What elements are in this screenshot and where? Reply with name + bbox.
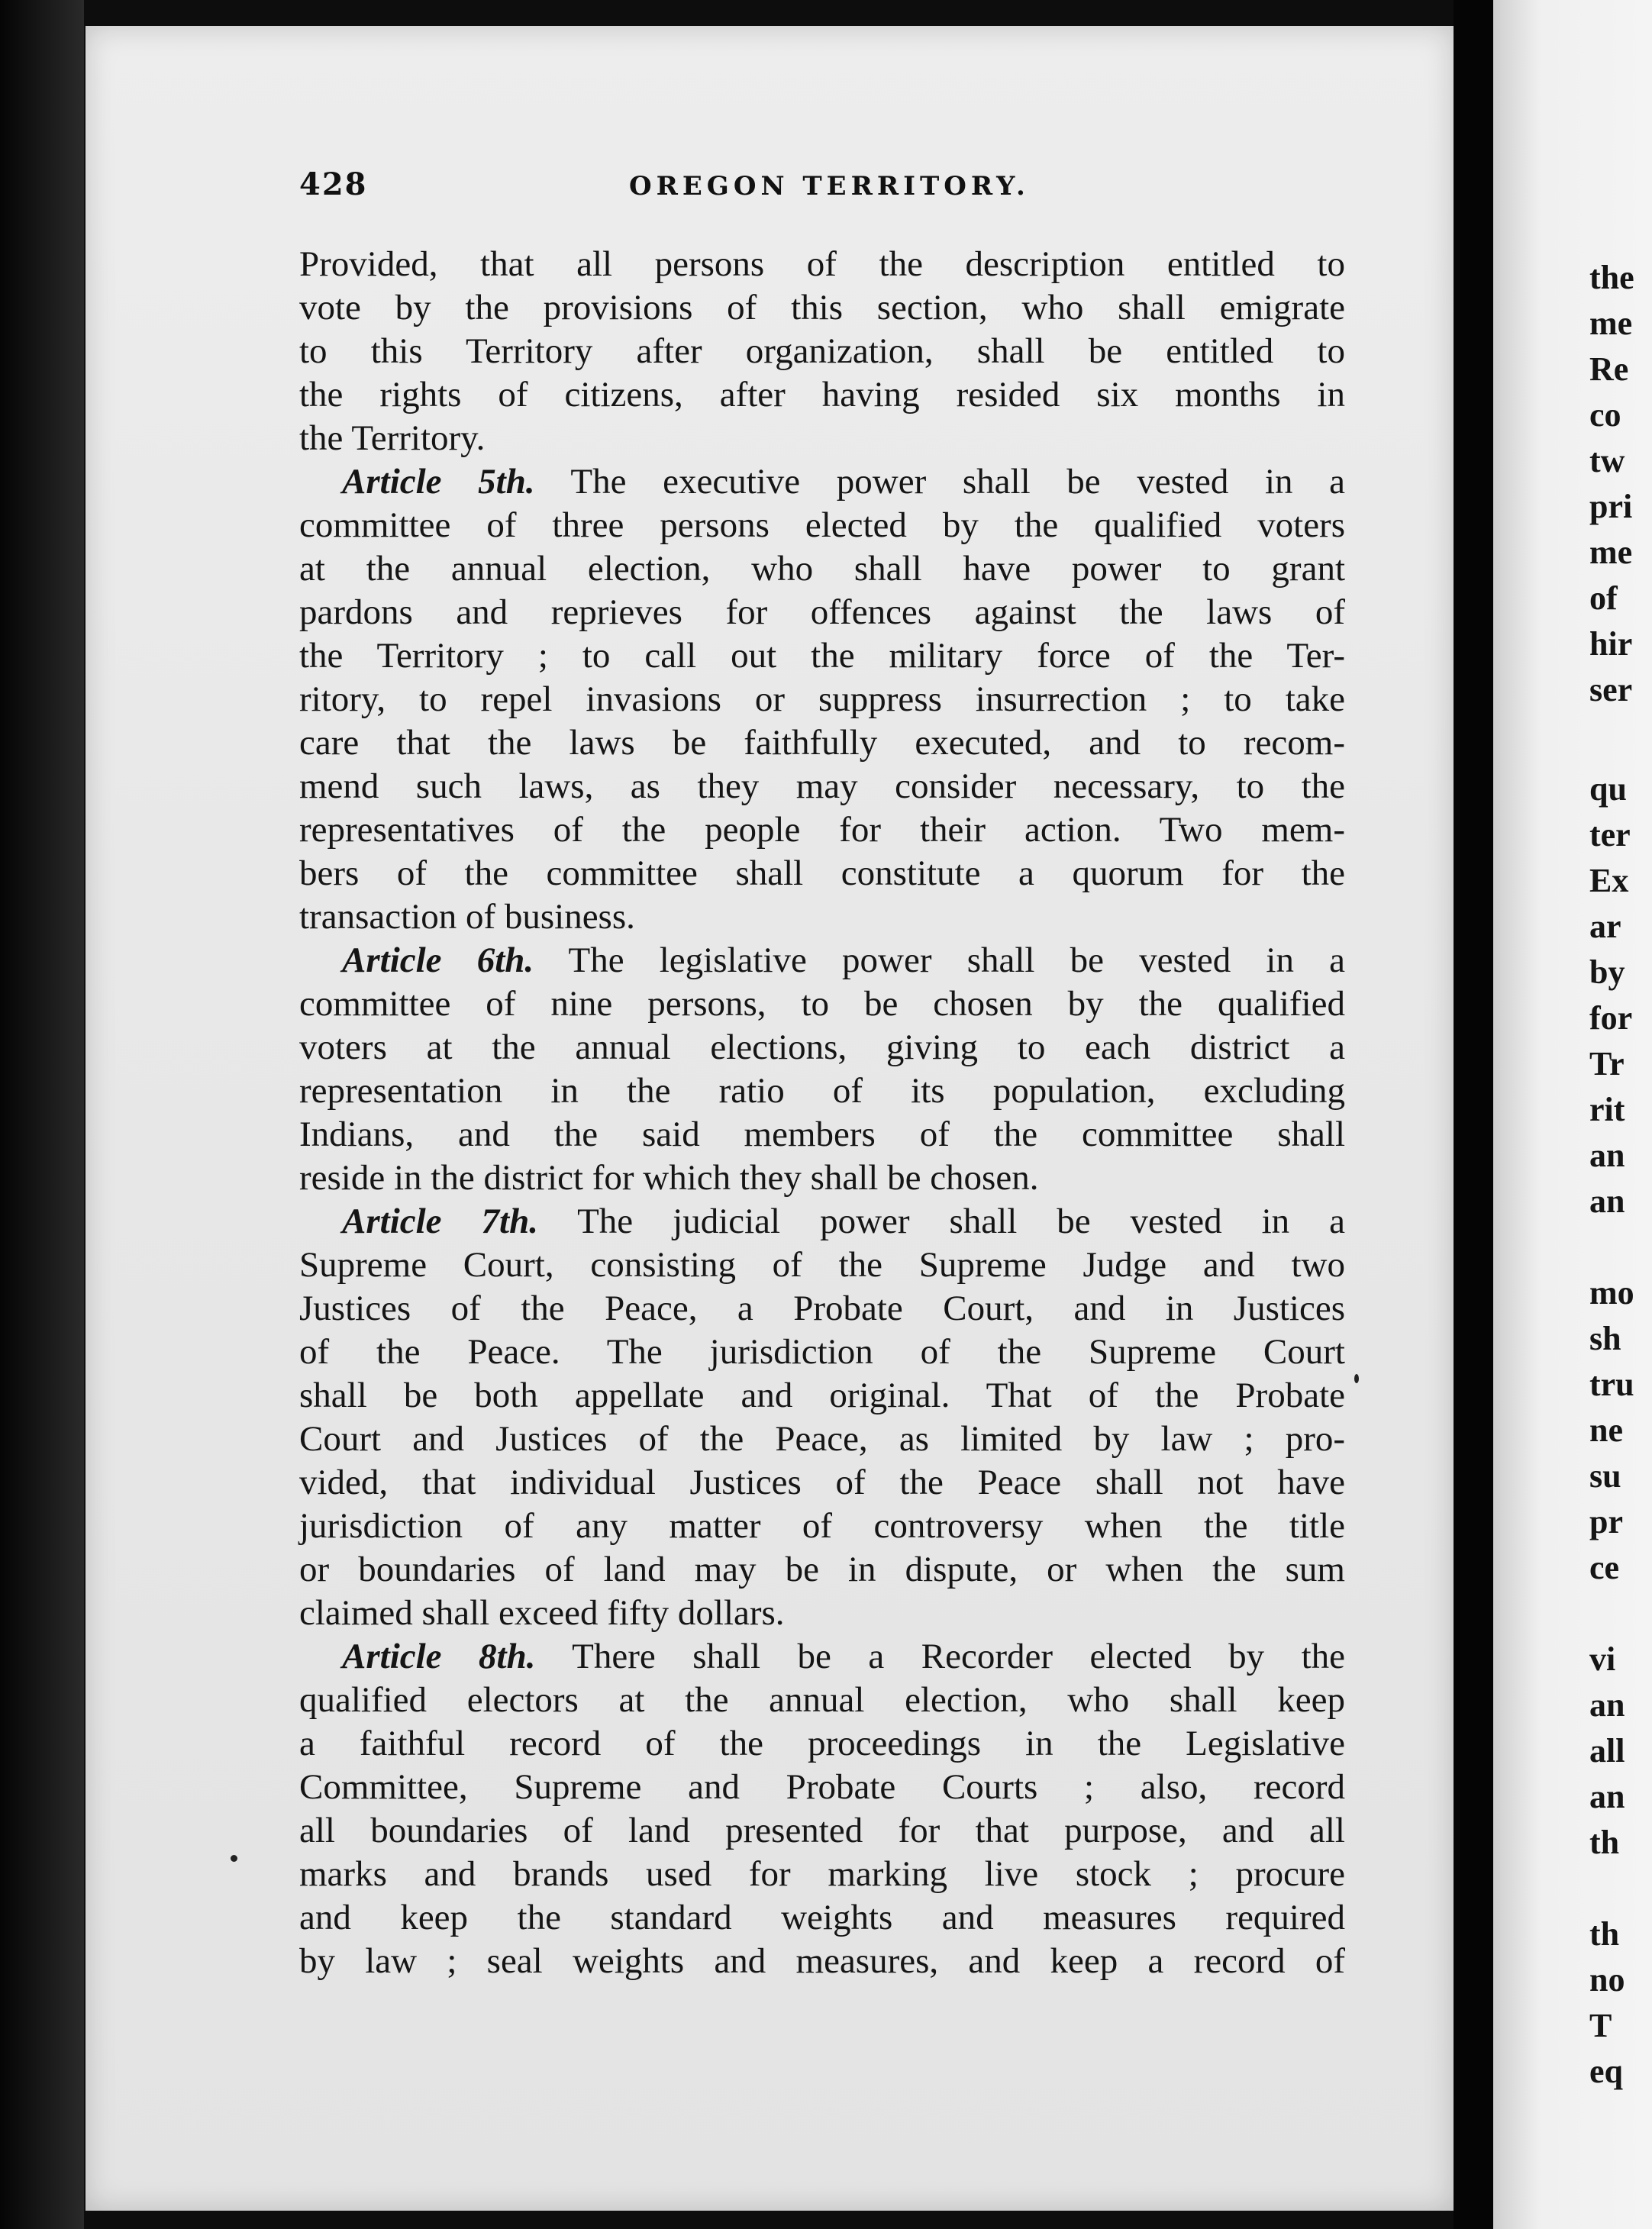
article-heading: Article 6th.: [342, 940, 534, 980]
page-number: 428: [299, 166, 368, 202]
text-line: [299, 417, 1345, 460]
text-line: [299, 1244, 1345, 1287]
facing-page-fragment: me: [1589, 305, 1633, 342]
facing-page-fragment: vi: [1589, 1640, 1616, 1678]
running-title: OREGON TERRITORY.: [629, 171, 1030, 202]
line-text: reside in the district for which they shall be chosen.: [299, 1158, 1039, 1198]
line-text: the Territory.: [299, 418, 486, 458]
article-heading: Article 7th.: [342, 1202, 538, 1241]
article-heading: Article 5th.: [342, 462, 535, 502]
text-line: [299, 678, 1345, 721]
line-text: representation in the ratio of its population, excluding: [299, 1071, 1345, 1111]
text-line: [299, 243, 1345, 286]
text-line: [299, 1896, 1345, 1940]
line-text: bers of the committee shall constitute a quorum for the: [299, 853, 1345, 893]
facing-page-fragment: ar: [1589, 908, 1621, 945]
line-text: ritory, to repel invasions or suppress insurrection ; to take: [299, 679, 1345, 719]
article-first-line: [299, 460, 1345, 504]
line-text: and keep the standard weights and measures required: [299, 1898, 1345, 1937]
text-line: [299, 286, 1345, 330]
facing-page-fragment: eq: [1589, 2053, 1623, 2090]
facing-page-fragment: th: [1589, 1824, 1620, 1861]
text-line: [299, 591, 1345, 634]
text-line: [299, 373, 1345, 417]
line-text: the Territory ; to call out the military force of the Ter-: [299, 636, 1345, 676]
facing-page-fragment: Tr: [1589, 1045, 1625, 1082]
line-text: Committee, Supreme and Probate Courts ; also, record: [299, 1767, 1345, 1807]
text-line: [299, 1331, 1345, 1374]
facing-page-fragment: Ex: [1589, 862, 1629, 899]
line-text: The legislative power shall be vested in a: [568, 940, 1345, 980]
text-line: [299, 1069, 1345, 1113]
book-gutter: [1454, 0, 1493, 2229]
facing-page-fragment: for: [1589, 999, 1633, 1037]
text-line: [299, 634, 1345, 678]
facing-page-fragment: pr: [1589, 1503, 1623, 1540]
text-line: [299, 547, 1345, 591]
facing-page: [1493, 0, 1652, 2229]
facing-page-fragment: Re: [1589, 350, 1629, 388]
text-line: [299, 1548, 1345, 1592]
line-text: by law ; seal weights and measures, and keep a record of: [299, 1941, 1345, 1981]
text-line: [299, 1461, 1345, 1505]
line-text: a faithful record of the proceedings in the Legislative: [299, 1724, 1345, 1763]
text-line: [299, 982, 1345, 1026]
article-first-line: [299, 1635, 1345, 1679]
line-text: The judicial power shall be vested in a: [577, 1202, 1345, 1241]
facing-page-fragment: an: [1589, 1778, 1625, 1815]
line-text: transaction of business.: [299, 897, 635, 937]
facing-page-fragment: me: [1589, 534, 1633, 571]
line-text: The executive power shall be vested in a: [570, 462, 1346, 502]
line-text: to this Territory after organization, shall be entitled to: [299, 331, 1345, 371]
facing-page-fragment: an: [1589, 1137, 1625, 1174]
line-text: voters at the annual elections, giving to each district a: [299, 1027, 1345, 1067]
facing-page-fragment: all: [1589, 1732, 1625, 1769]
facing-page-fragment: ser: [1589, 671, 1633, 708]
text-line: [299, 1418, 1345, 1461]
text-line: [299, 504, 1345, 547]
facing-page-fragment: th: [1589, 1915, 1620, 1953]
line-text: representatives of the people for their action. Two mem-: [299, 810, 1345, 850]
facing-page-fragment: by: [1589, 953, 1625, 991]
article-first-line: [299, 1200, 1345, 1244]
ink-speck: [231, 1855, 237, 1862]
line-text: jurisdiction of any matter of controversy when the title: [299, 1506, 1345, 1546]
facing-page-fragment: sh: [1589, 1320, 1621, 1357]
facing-page-fragment: tru: [1589, 1366, 1634, 1403]
article-heading: Article 8th.: [342, 1637, 536, 1676]
facing-page-fragment: rit: [1589, 1091, 1625, 1128]
line-text: Provided, that all persons of the description entitled to: [299, 244, 1345, 284]
text-line: [299, 1853, 1345, 1896]
page-header: [299, 166, 1322, 205]
line-text: Supreme Court, consisting of the Supreme Judge and two: [299, 1245, 1345, 1285]
facing-page-fragment: qu: [1589, 770, 1627, 808]
facing-page-fragment: tw: [1589, 442, 1625, 479]
text-line: [299, 1679, 1345, 1722]
facing-page-fragment: ter: [1589, 816, 1631, 853]
ink-speck: [1354, 1374, 1359, 1383]
text-line: [299, 1940, 1345, 1983]
facing-page-fragment: pri: [1589, 488, 1633, 525]
line-text: at the annual election, who shall have power to grant: [299, 549, 1345, 589]
line-text: Indians, and the said members of the committee shall: [299, 1114, 1345, 1154]
text-line: [299, 1113, 1345, 1156]
line-text: committee of nine persons, to be chosen by the qualified: [299, 984, 1345, 1024]
article-first-line: [299, 939, 1345, 982]
facing-page-fragment: an: [1589, 1182, 1625, 1220]
line-text: Court and Justices of the Peace, as limited by law ; pro-: [299, 1419, 1345, 1459]
scan-left-margin: [0, 0, 84, 2229]
line-text: pardons and reprieves for offences against the laws of: [299, 592, 1345, 632]
line-text: claimed shall exceed fifty dollars.: [299, 1593, 785, 1633]
line-text: vote by the provisions of this section, who shall emigrate: [299, 288, 1345, 327]
text-line: [299, 721, 1345, 765]
text-line: [299, 1505, 1345, 1548]
text-line: [299, 1766, 1345, 1809]
facing-page-fragment: an: [1589, 1686, 1625, 1724]
facing-page-fragment: ne: [1589, 1411, 1623, 1449]
text-line: [299, 1374, 1345, 1418]
line-text: of the Peace. The jurisdiction of the Supreme Court: [299, 1332, 1345, 1372]
line-text: mend such laws, as they may consider necessary, to the: [299, 766, 1345, 806]
text-line: [299, 1809, 1345, 1853]
text-line: [299, 1287, 1345, 1331]
facing-page-fragment: mo: [1589, 1274, 1634, 1311]
line-text: vided, that individual Justices of the Peace shall not have: [299, 1463, 1345, 1502]
line-text: qualified electors at the annual election, who shall keep: [299, 1680, 1345, 1720]
facing-page-fragment: hir: [1589, 625, 1633, 663]
line-text: shall be both appellate and original. That of the Probate: [299, 1376, 1345, 1415]
facing-page-fragment: T: [1589, 2007, 1612, 2044]
facing-page-fragment: co: [1589, 396, 1621, 434]
line-text: Justices of the Peace, a Probate Court, and in Justices: [299, 1289, 1345, 1328]
line-text: care that the laws be faithfully executed, and to recom-: [299, 723, 1345, 763]
text-line: [299, 1026, 1345, 1069]
line-text: all boundaries of land presented for that purpose, and all: [299, 1811, 1345, 1850]
facing-page-fragment: of: [1589, 579, 1618, 617]
facing-page-fragment: no: [1589, 1961, 1625, 1998]
text-line: [299, 852, 1345, 895]
text-line: [299, 1592, 1345, 1635]
facing-page-fragment: ce: [1589, 1549, 1620, 1586]
line-text: committee of three persons elected by the qualified voters: [299, 505, 1345, 545]
text-line: [299, 330, 1345, 373]
text-line: [299, 808, 1345, 852]
text-line: [299, 1156, 1345, 1200]
text-line: [299, 895, 1345, 939]
line-text: marks and brands used for marking live stock ; procure: [299, 1854, 1345, 1894]
line-text: the rights of citizens, after having resided six months in: [299, 375, 1345, 415]
line-text: There shall be a Recorder elected by the: [572, 1637, 1346, 1676]
line-text: or boundaries of land may be in dispute, or when the sum: [299, 1550, 1345, 1589]
body-text: [299, 243, 1345, 1983]
text-line: [299, 765, 1345, 808]
facing-page-fragment: the: [1589, 259, 1634, 296]
text-line: [299, 1722, 1345, 1766]
facing-page-fragment: su: [1589, 1457, 1621, 1495]
